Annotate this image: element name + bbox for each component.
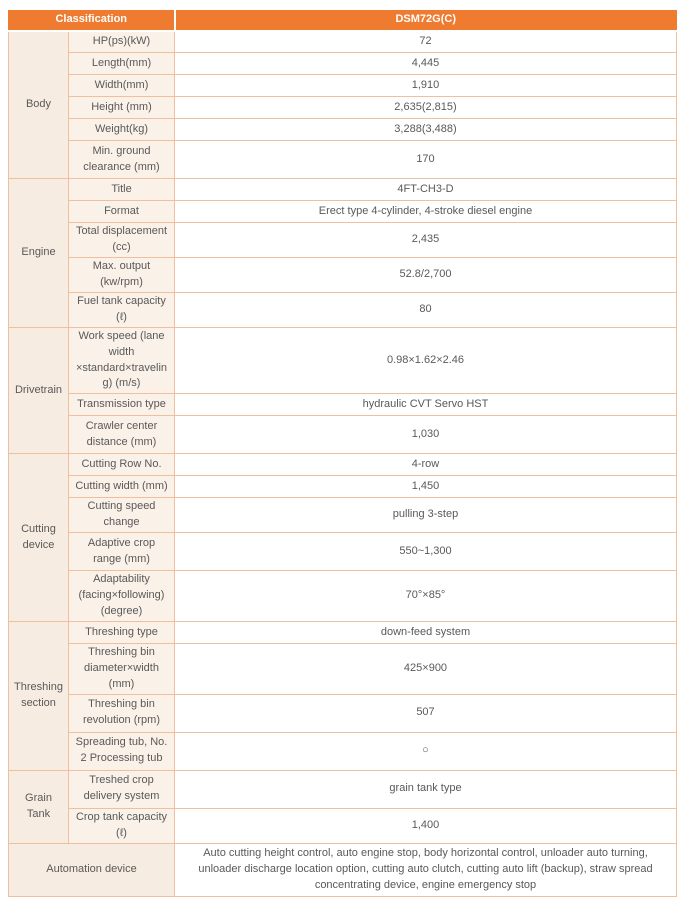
section-label-cutting-device: Cutting device: [9, 454, 69, 622]
spec-label: Threshing bin revolution (rpm): [69, 694, 175, 732]
table-row: [9, 327, 677, 394]
spec-value: ○: [175, 732, 677, 770]
spec-value: 1,910: [175, 75, 677, 97]
table-row: [9, 201, 677, 223]
spec-label: Crawler center distance (mm): [69, 416, 175, 454]
spec-value: 4-row: [175, 454, 677, 476]
spec-label: Treshed crop delivery system: [69, 770, 175, 808]
table-row: [9, 292, 677, 327]
spec-label: HP(ps)(kW): [69, 31, 175, 53]
spec-label: Weight(kg): [69, 119, 175, 141]
spec-value: 72: [175, 31, 677, 53]
table-row: [9, 533, 677, 571]
spec-label: Max. output (kw/rpm): [69, 257, 175, 292]
spec-label: Cutting speed change: [69, 498, 175, 533]
table-row: [9, 732, 677, 770]
table-row-automation: [9, 843, 677, 896]
model-header: DSM72G(C): [175, 11, 677, 31]
table-row: [9, 498, 677, 533]
spec-label: Threshing bin diameter×width (mm): [69, 644, 175, 695]
spec-value: 1,030: [175, 416, 677, 454]
table-row: [9, 644, 677, 695]
classification-header: Classification: [9, 11, 175, 31]
table-row: [9, 622, 677, 644]
spec-label: Spreading tub, No. 2 Processing tub: [69, 732, 175, 770]
table-row: [9, 223, 677, 258]
table-row: [9, 31, 677, 53]
spec-label: Length(mm): [69, 53, 175, 75]
table-row: [9, 53, 677, 75]
table-row: [9, 694, 677, 732]
section-label-grain-tank: Grain Tank: [9, 770, 69, 843]
spec-value: 80: [175, 292, 677, 327]
spec-value: 425×900: [175, 644, 677, 695]
table-row: [9, 394, 677, 416]
automation-device-label: Automation device: [9, 843, 175, 896]
spec-value: 507: [175, 694, 677, 732]
spec-value: 0.98×1.62×2.46: [175, 327, 677, 394]
spec-value: 2,635(2,815): [175, 97, 677, 119]
spec-value: Erect type 4-cylinder, 4-stroke diesel engine: [175, 201, 677, 223]
spec-value: down-feed system: [175, 622, 677, 644]
table-row: [9, 476, 677, 498]
spec-value: 4,445: [175, 53, 677, 75]
spec-value: 550~1,300: [175, 533, 677, 571]
spec-value: 4FT-CH3-D: [175, 179, 677, 201]
section-label-body: Body: [9, 31, 69, 179]
automation-device-value: Auto cutting height control, auto engine stop, body horizontal control, unloader auto turning, unloader discharge location option, cutting auto clutch, cutting auto lift (backup), straw spread concentrating device, engine emergency stop: [175, 843, 677, 896]
spec-label: Width(mm): [69, 75, 175, 97]
table-row: [9, 97, 677, 119]
spec-label: Adaptability (facing×following)(degree): [69, 571, 175, 622]
spec-label: Format: [69, 201, 175, 223]
spec-label: Total displacement (cc): [69, 223, 175, 258]
spec-value: 70°×85°: [175, 571, 677, 622]
spec-value: hydraulic CVT Servo HST: [175, 394, 677, 416]
table-row: [9, 454, 677, 476]
spec-value: 3,288(3,488): [175, 119, 677, 141]
spec-label: Cutting Row No.: [69, 454, 175, 476]
spec-value: pulling 3-step: [175, 498, 677, 533]
spec-label: Cutting width (mm): [69, 476, 175, 498]
table-row: [9, 571, 677, 622]
section-label-engine: Engine: [9, 179, 69, 328]
table-row: [9, 75, 677, 97]
spec-label: Threshing type: [69, 622, 175, 644]
section-label-drivetrain: Drivetrain: [9, 327, 69, 454]
spec-value: 170: [175, 141, 677, 179]
table-row: [9, 119, 677, 141]
spec-label: Work speed (lane width ×standard×traveling) (m/s): [69, 327, 175, 394]
spec-label: Transmission type: [69, 394, 175, 416]
table-row: [9, 770, 677, 808]
spec-label: Adaptive crop range (mm): [69, 533, 175, 571]
spec-table: [8, 10, 677, 897]
section-label-threshing-section: Threshing section: [9, 622, 69, 771]
spec-value: 1,400: [175, 808, 677, 843]
header-row: [9, 11, 677, 31]
spec-label: Fuel tank capacity (ℓ): [69, 292, 175, 327]
spec-value: 52.8/2,700: [175, 257, 677, 292]
table-row: [9, 179, 677, 201]
table-row: [9, 416, 677, 454]
spec-value: 2,435: [175, 223, 677, 258]
spec-label: Min. ground clearance (mm): [69, 141, 175, 179]
spec-label: Crop tank capacity (ℓ): [69, 808, 175, 843]
table-row: [9, 808, 677, 843]
table-row: [9, 141, 677, 179]
table-row: [9, 257, 677, 292]
spec-value: grain tank type: [175, 770, 677, 808]
spec-value: 1,450: [175, 476, 677, 498]
spec-label: Title: [69, 179, 175, 201]
spec-label: Height (mm): [69, 97, 175, 119]
